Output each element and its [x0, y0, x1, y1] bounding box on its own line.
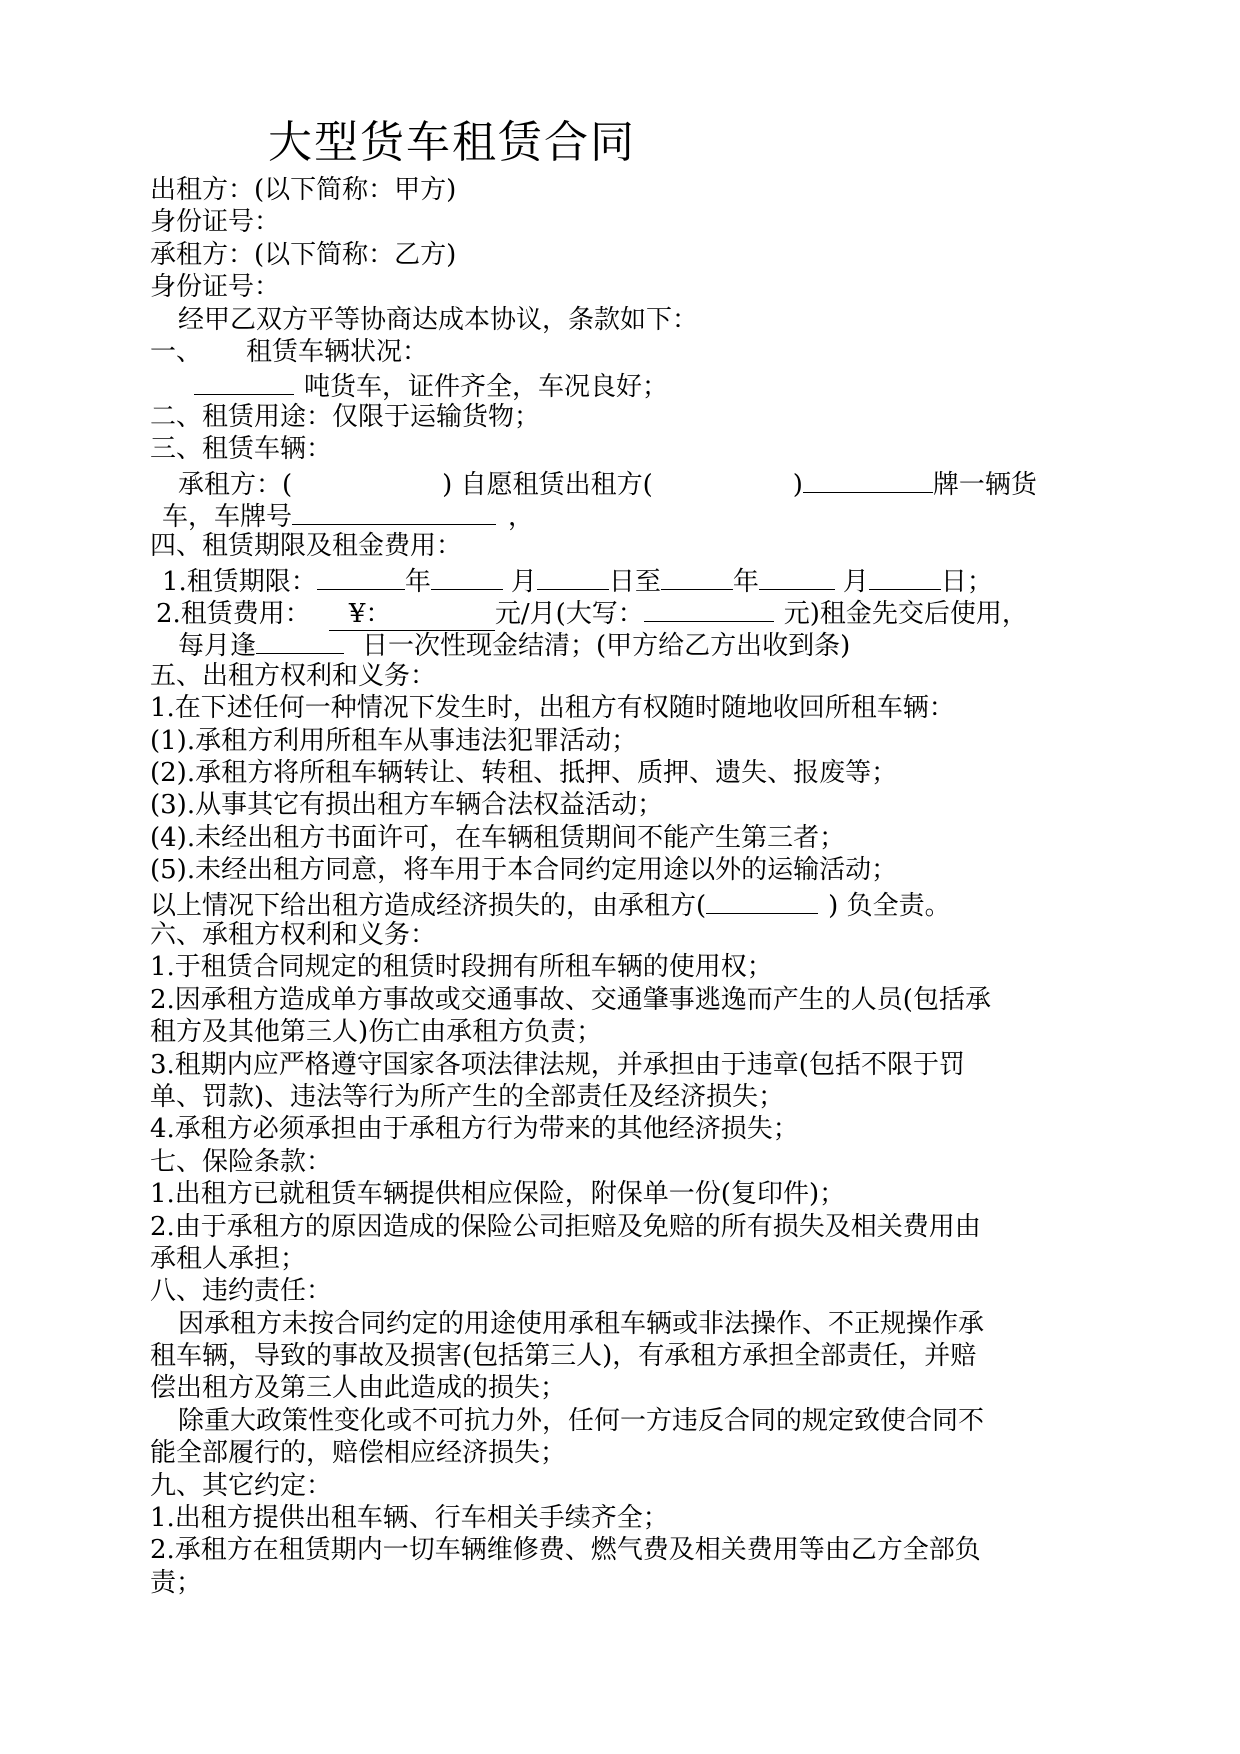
- section-4-heading: 四、租赁期限及租金费用：: [150, 531, 463, 562]
- payment-day-blank: [256, 627, 344, 654]
- clause-6-2-cont: 租方及其他第三人)伤亡由承租方负责；: [150, 1017, 603, 1048]
- end-day-blank: [869, 563, 941, 590]
- clause-7-2: 2.由于承租方的原因造成的保险公司拒赔及免赔的所有损失及相关费用由: [150, 1211, 981, 1242]
- section-6-heading: 六、承租方权利和义务：: [150, 919, 437, 950]
- vehicle-condition-line: [150, 368, 1100, 403]
- liability-suffix: ) 负全责。: [828, 890, 951, 921]
- month-label-2: 月: [842, 566, 869, 597]
- clause-6-4: 4.承租方必须承担由于承租方行为带来的其他经济损失；: [150, 1114, 799, 1145]
- section-1-heading: [150, 336, 1100, 368]
- clause-8-para-1-cont-2: 偿出租方及第三人由此造成的损失；: [150, 1373, 567, 1404]
- section-9-heading: 九、其它约定：: [150, 1470, 333, 1501]
- start-month-blank: [431, 563, 503, 590]
- start-day-blank: [537, 563, 609, 590]
- year-label: 年: [404, 566, 431, 597]
- start-year-blank: [317, 563, 405, 590]
- brand-suffix: 牌一辆货: [932, 469, 1037, 500]
- fee-amount-blank: [329, 598, 495, 631]
- section-8-heading: 八、违约责任：: [150, 1276, 333, 1307]
- monthly-label: 每月逢: [178, 631, 257, 662]
- end-year-blank: [661, 563, 733, 590]
- month-label: 月: [510, 566, 537, 597]
- yuan-symbol: ¥：: [348, 599, 392, 630]
- liability-text: 以上情况下给出租方造成经济损失的，由承租方(: [150, 890, 707, 921]
- clause-8-para-2: 除重大政策性变化或不可抗力外，任何一方违反合同的规定致使合同不: [178, 1405, 985, 1436]
- clause-6-2: 2.因承租方造成单方事故或交通事故、交通肇事逃逸而产生的人员(包括承: [150, 984, 991, 1015]
- lessor-id-line: 身份证号：: [150, 207, 281, 238]
- document-title: 大型货车租赁合同: [268, 117, 636, 168]
- lessee-id-line: 身份证号：: [150, 272, 281, 303]
- payment-text: 日一次性现金结清；(甲方给乙方出收到条): [362, 631, 851, 662]
- year-label-2: 年: [732, 566, 759, 597]
- clause-5-1-item-3: (3).从事其它有损出租方车辆合法权益活动；: [150, 790, 664, 821]
- rental-fee-line: [150, 595, 1100, 630]
- lessor-line: 出租方：(以下简称：甲方): [150, 175, 457, 205]
- fee-words-blank: [644, 595, 774, 622]
- plate-comma: ，: [508, 501, 535, 532]
- section-7-heading: 七、保险条款：: [150, 1146, 333, 1177]
- clause-8-para-1: 因承租方未按合同约定的用途使用承租车辆或非法操作、不正规操作承: [178, 1308, 985, 1339]
- section-1-number: 一、: [150, 336, 203, 367]
- clause-5-1-item-1: (1).承租方利用所租车从事违法犯罪活动；: [150, 725, 638, 756]
- clause-9-2-cont: 责；: [150, 1567, 203, 1598]
- rental-fee-label: 2.租赁费用：: [156, 599, 311, 630]
- clause-5-1-item-5: (5).未经出租方同意，将车用于本合同约定用途以外的运输活动；: [150, 855, 898, 886]
- plate-number-label: 车，车牌号: [162, 501, 293, 532]
- fee-prepay-text: 元)租金先交后使用，: [783, 599, 1028, 630]
- contract-body: [150, 174, 1100, 1599]
- lessee-label: 承租方：(: [178, 469, 293, 500]
- voluntary-rent-text: ) 自愿租赁出租方(: [442, 469, 653, 500]
- clause-8-para-2-cont: 能全部履行的，赔偿相应经济损失；: [150, 1438, 567, 1469]
- section-1-title: 租赁车辆状况：: [246, 336, 429, 367]
- rental-vehicle-line: [150, 466, 1100, 498]
- clause-9-2: 2.承租方在租赁期内一切车辆维修费、燃气费及相关费用等由乙方全部负: [150, 1535, 981, 1566]
- per-month-text: 元/月(大写：: [494, 599, 644, 630]
- clause-8-para-1-cont: 租车辆，导致的事故及损害(包括第三人)，有承租方承担全部责任，并赔: [150, 1341, 977, 1372]
- lessee-line: 承租方：(以下简称：乙方): [150, 239, 457, 270]
- clause-6-1: 1.于租赁合同规定的租赁时段拥有所租车辆的使用权；: [150, 952, 773, 983]
- lease-term-line: [150, 563, 1100, 595]
- clause-7-2-cont: 承租人承担；: [150, 1243, 307, 1274]
- end-month-blank: [759, 563, 835, 590]
- plate-number-blank: [292, 498, 496, 525]
- section-5-heading: 五、出租方权利和义务：: [150, 660, 437, 691]
- clause-7-1: 1.出租方已就租赁车辆提供相应保险，附保单一份(复印件)；: [150, 1179, 846, 1210]
- lease-term-label: 1.租赁期限：: [162, 566, 317, 597]
- payment-day-line: [150, 627, 1100, 662]
- day-to-label: 日至: [608, 566, 661, 597]
- brand-blank: [803, 466, 933, 493]
- clause-5-1: 1.在下述任何一种情况下发生时，出租方有权随时随地收回所租车辆：: [150, 693, 955, 724]
- clause-5-1-item-2: (2).承租方将所租车辆转让、转租、抵押、质押、遗失、报废等；: [150, 758, 898, 789]
- day-label-2: 日；: [940, 566, 993, 597]
- vehicle-condition-text: 吨货车，证件齐全，车况良好；: [304, 372, 669, 403]
- liability-line: [150, 887, 1100, 919]
- clause-6-3-cont: 单、罚款)、违法等行为所产生的全部责任及经济损失；: [150, 1081, 785, 1112]
- closing-paren: ): [792, 469, 803, 500]
- clause-9-1: 1.出租方提供出租车辆、行车相关手续齐全；: [150, 1503, 669, 1534]
- clause-6-3: 3.租期内应严格遵守国家各项法律法规，并承担由于违章(包括不限于罚: [150, 1049, 965, 1080]
- liability-blank: [706, 887, 818, 914]
- section-3-heading: 三、租赁车辆：: [150, 434, 333, 465]
- plate-number-line: [150, 498, 1100, 530]
- section-2-line: 二、租赁用途：仅限于运输货物；: [150, 401, 541, 432]
- tonnage-blank: [194, 368, 294, 395]
- clause-5-1-item-4: (4).未经出租方书面许可，在车辆租赁期间不能产生第三者；: [150, 822, 846, 853]
- preamble: 经甲乙双方平等协商达成本协议，条款如下：: [178, 304, 699, 335]
